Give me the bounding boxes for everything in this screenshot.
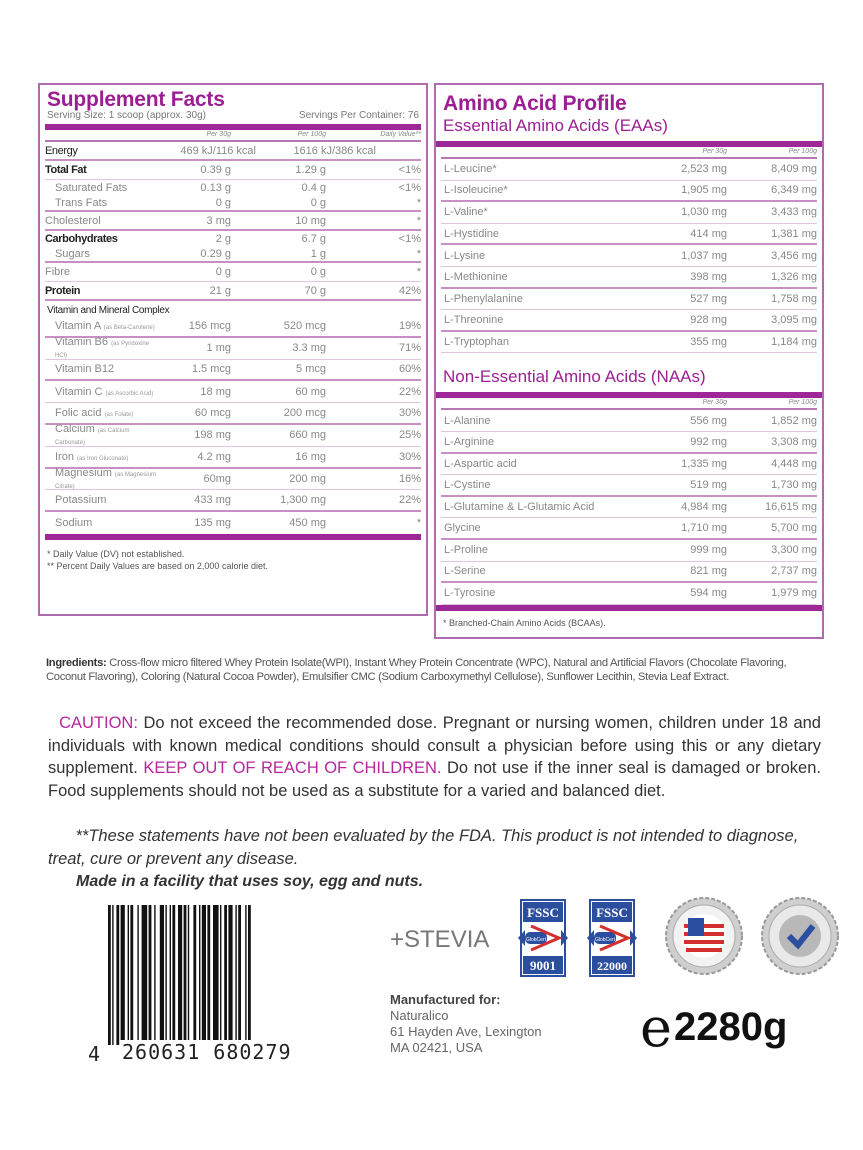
vitamin-source-note: (as Calcium Carbonate) — [55, 428, 130, 447]
amino-acid-per30: 1,335 mg — [681, 457, 727, 470]
vitamin-per30: 198 mg — [194, 429, 231, 442]
amino-acid-name: L-Threonine — [444, 313, 504, 326]
vitamin-per100: 660 mg — [289, 429, 326, 442]
naa-col-per30: Per 30g — [702, 399, 727, 407]
vitamin-per30: 4.2 mg — [197, 450, 231, 463]
amino-acid-per100: 4,448 mg — [771, 457, 817, 470]
vitamin-name: Sodium — [55, 517, 93, 530]
supplement-facts-panel — [38, 83, 428, 616]
amino-acid-per30: 594 mg — [690, 587, 727, 600]
eaa-title: Essential Amino Acids (EAAs) — [443, 116, 668, 135]
nutrient-name: Sugars — [55, 248, 90, 260]
barcode-bar — [235, 905, 236, 1045]
vitamin-row — [45, 360, 421, 382]
barcode-bar — [228, 905, 232, 1045]
vitamin-dv: 16% — [398, 472, 421, 485]
nutrient-row — [45, 231, 421, 247]
amino-acid-per100: 1,852 mg — [771, 414, 817, 427]
vitamin-name-cell — [45, 494, 161, 506]
certified-check-seal-icon — [760, 896, 840, 976]
amino-acid-per30: 4,984 mg — [681, 501, 727, 514]
barcode-bar — [193, 905, 196, 1045]
vitamin-source-note: (as Beta-Carotene) — [103, 324, 155, 331]
vitamin-per100: 1,300 mg — [280, 494, 326, 507]
vitamin-name-cell — [45, 467, 161, 491]
vitamin-mineral-header: Vitamin and Mineral Complex — [47, 305, 170, 316]
column-headers — [45, 130, 421, 142]
nutrient-per30: 0.13 g — [200, 182, 231, 194]
manufacturer-address-2: MA 02421, USA — [390, 1040, 483, 1055]
fssc-9001-badge — [517, 898, 569, 978]
nutrient-per30: 0 g — [215, 266, 231, 278]
amino-acid-row — [441, 181, 817, 203]
energy-row — [45, 142, 421, 161]
nutrient-row — [45, 161, 421, 180]
amino-acid-row — [441, 267, 817, 289]
eaa-col-per30: Per 30g — [702, 148, 727, 155]
vitamin-row — [45, 447, 421, 469]
vitamin-row — [45, 381, 421, 403]
amino-acid-per30: 355 mg — [690, 336, 727, 349]
fda-statement-text: **These statements have not been evaluated by the FDA. This product is not intended to diagnose, treat, cure or prevent any disease. — [48, 827, 799, 868]
amino-acid-per30: 519 mg — [690, 478, 727, 491]
nutrient-per100: 1 g — [310, 248, 326, 260]
vitamin-dv: * — [416, 517, 421, 530]
vitamin-name-cell — [45, 336, 161, 360]
nutrient-dv: * — [416, 214, 421, 227]
amino-acid-row — [441, 432, 817, 454]
vitamin-per100: 16 mg — [295, 450, 326, 463]
vitamin-per100: 200 mcg — [283, 407, 326, 420]
nutrient-per100: 1.29 g — [295, 164, 326, 176]
amino-acid-name: L-Serine — [444, 565, 486, 578]
nutrient-name: Saturated Fats — [55, 182, 128, 194]
nutrient-name: Fibre — [45, 266, 71, 278]
vitamin-name-cell — [45, 423, 161, 447]
eaa-col-per100: Per 100g — [788, 148, 817, 155]
estimated-sign-icon: e — [640, 995, 672, 1059]
nutrient-per100: 70 g — [304, 284, 326, 297]
amino-acid-per30: 999 mg — [690, 544, 727, 557]
nutrient-name: Carbohydrates — [45, 233, 118, 245]
nutrient-dv: 42% — [398, 284, 421, 297]
barcode-bar — [178, 905, 182, 1045]
amino-acid-profile-panel — [434, 83, 824, 639]
nutrient-name: Protein — [45, 284, 81, 297]
amino-acid-row — [441, 245, 817, 267]
vitamin-name: Vitamin B6 — [55, 336, 108, 349]
nutrient-dv: * — [416, 197, 421, 209]
barcode-bar — [202, 905, 206, 1045]
barcode-bar — [112, 905, 113, 1045]
amino-acid-per100: 16,615 mg — [765, 501, 817, 514]
amino-acid-per100: 1,979 mg — [771, 587, 817, 600]
amino-acid-row — [441, 518, 817, 540]
caution-body-2: Do not use if the inner seal is damaged or broken. Food supplements should not be used as a substitute for a varied and balanced diet. — [48, 759, 821, 800]
vitamin-source-note: (as Magnesium Citrate) — [55, 471, 156, 490]
amino-acid-per100: 1,184 mg — [771, 336, 817, 349]
nutrient-per100: 6.7 g — [301, 233, 326, 245]
keep-out-warning: KEEP OUT OF REACH OF CHILDREN. — [143, 759, 442, 777]
vitamin-row — [45, 338, 421, 360]
amino-acid-name: Glycine — [444, 522, 481, 535]
net-weight-value: 2280g — [673, 1005, 788, 1049]
amino-acid-per30: 1,905 mg — [681, 184, 727, 197]
supplement-facts-title: Supplement Facts — [47, 88, 225, 111]
barcode-bar — [154, 905, 155, 1045]
nutrient-row — [45, 247, 421, 263]
amino-acid-row — [441, 202, 817, 224]
usa-flag-seal-icon — [664, 896, 744, 976]
amino-acid-row — [441, 562, 817, 584]
serving-size: Serving Size: 1 scoop (approx. 30g) — [47, 110, 206, 121]
amino-acid-row — [441, 289, 817, 311]
vitamin-row — [45, 425, 421, 447]
amino-acid-row — [441, 410, 817, 432]
amino-acid-row — [441, 332, 817, 354]
amino-acid-name: L-Glutamine & L-Glutamic Acid — [444, 501, 595, 514]
amino-acid-row — [441, 224, 817, 246]
nutrient-per30: 21 g — [209, 284, 231, 297]
vitamin-dv: 25% — [398, 429, 421, 442]
energy-label: Energy — [45, 144, 78, 157]
amino-acid-per100: 3,095 mg — [771, 313, 817, 326]
nutrient-dv: <1% — [398, 233, 421, 245]
nutrient-per100: 0 g — [310, 197, 326, 209]
barcode-bar — [220, 905, 221, 1045]
serving-info — [47, 110, 419, 122]
amino-acid-per100: 2,737 mg — [771, 565, 817, 578]
manufacturer-name: Naturalico — [390, 1008, 449, 1023]
nutrient-per100: 0 g — [310, 266, 326, 278]
vitamin-name-cell — [45, 451, 161, 463]
barcode-bar — [165, 905, 166, 1045]
barcode-bar — [245, 905, 246, 1045]
vitamin-name: Iron — [55, 450, 74, 463]
amino-acid-name: L-Arginine — [444, 435, 495, 448]
vitamin-per30: 1.5 mcg — [191, 363, 231, 376]
amino-acid-per30: 527 mg — [690, 292, 727, 305]
allergen-facility-statement: Made in a facility that uses soy, egg and nuts. — [76, 873, 424, 890]
amino-acid-row — [441, 497, 817, 519]
amino-acid-per100: 1,730 mg — [771, 478, 817, 491]
amino-acid-per30: 821 mg — [690, 565, 727, 578]
amino-acid-name: L-Valine* — [444, 206, 488, 219]
caution-label: CAUTION: — [59, 714, 138, 732]
vitamin-per30: 18 mg — [200, 385, 231, 398]
barcode — [108, 905, 256, 1045]
amino-acid-per30: 398 mg — [690, 270, 727, 283]
vitamin-name: Potassium — [55, 494, 107, 507]
ingredients-label: Ingredients: — [46, 657, 107, 669]
barcode-bar — [149, 905, 152, 1045]
vitamin-name: Magnesium — [55, 466, 112, 479]
amino-acid-name: L-Methionine — [444, 270, 508, 283]
barcode-bar — [224, 905, 227, 1045]
caution-text — [48, 712, 821, 802]
nutrient-per30: 2 g — [215, 233, 231, 245]
amino-acid-name: L-Alanine — [444, 414, 491, 427]
nutrient-per100: 0.4 g — [301, 182, 326, 194]
amino-acid-per30: 2,523 mg — [681, 163, 727, 176]
badge-number-22000: 22000 — [597, 959, 627, 973]
vitamin-name: Folic acid — [55, 407, 102, 420]
vitamin-name-cell — [45, 407, 161, 419]
vitamin-per30: 60mg — [203, 472, 231, 485]
vitamin-per100: 520 mcg — [283, 319, 326, 332]
badge-fssc-text: FSSC — [596, 905, 628, 920]
badge-number-9001: 9001 — [530, 958, 556, 973]
nutrient-dv: * — [416, 266, 421, 278]
bcaa-footnote: * Branched-Chain Amino Acids (BCAAs). — [443, 617, 606, 628]
net-weight — [640, 995, 788, 1059]
vitamin-per100: 60 mg — [295, 385, 326, 398]
barcode-bar — [116, 905, 119, 1045]
vitamin-per30: 135 mg — [194, 517, 231, 530]
amino-acid-row — [441, 475, 817, 497]
barcode-bar — [213, 905, 219, 1045]
nutrient-dv: <1% — [398, 182, 421, 194]
vitamin-per30: 60 mcg — [194, 407, 231, 420]
barcode-bar — [128, 905, 129, 1045]
vitamin-per100: 450 mg — [289, 517, 326, 530]
vitamin-name: Vitamin B12 — [55, 363, 115, 376]
amino-acid-row — [441, 583, 817, 605]
ingredients-list: Cross-flow micro filtered Whey Protein Isolate(WPI), Instant Whey Protein Concentrate (WPC), Natural and Artificial Flavors (Chocolate Flavoring, Coconut Flavoring), Coloring (Natural Cocoa Powder), Emulsifier CMC (Sodium Carboxymethyl Cellulose), Sunflower Lecithin, Stevia Leaf Extract. — [46, 657, 787, 683]
amino-acid-per100: 1,381 mg — [771, 227, 817, 240]
barcode-bar — [121, 905, 125, 1045]
barcode-bar — [184, 905, 187, 1045]
note-percent-dv: ** Percent Daily Values are based on 2,000 calorie diet. — [47, 560, 268, 571]
amino-acid-per100: 3,300 mg — [771, 544, 817, 557]
nutrient-row — [45, 196, 421, 212]
vitamin-row — [45, 403, 421, 425]
note-dv-not-established: * Daily Value (DV) not established. — [47, 548, 185, 559]
vitamin-per100: 5 mcg — [296, 363, 326, 376]
nutrient-name: Cholesterol — [45, 214, 101, 227]
barcode-bar — [248, 905, 251, 1045]
vitamin-per100: 200 mg — [289, 472, 326, 485]
vitamin-dv: 30% — [398, 407, 421, 420]
amino-acid-name: L-Tyrosine — [444, 587, 496, 600]
barcode-first-digit: 4 — [88, 1042, 101, 1066]
amino-acid-name: L-Aspartic acid — [444, 457, 517, 470]
amino-acid-name: L-Lysine — [444, 249, 486, 262]
fda-statement — [48, 825, 821, 870]
amino-acid-row — [441, 310, 817, 332]
manufacturer-address-1: 61 Hayden Ave, Lexington — [390, 1024, 542, 1039]
badge-fssc-text: FSSC — [527, 905, 559, 920]
vitamin-row — [45, 490, 421, 512]
amino-acid-per100: 1,326 mg — [771, 270, 817, 283]
barcode-bar — [188, 905, 189, 1045]
vitamin-name-cell — [45, 386, 161, 398]
amino-acid-row — [441, 540, 817, 562]
vitamin-dv: 71% — [398, 342, 421, 355]
thick-rule-bottom — [45, 534, 421, 540]
barcode-bar — [142, 905, 148, 1045]
naa-col-per100: Per 100g — [788, 399, 817, 407]
amino-acid-per100: 8,409 mg — [771, 163, 817, 176]
amino-acid-name: L-Proline — [444, 544, 489, 557]
vitamin-name: Vitamin A — [55, 319, 101, 332]
col-dv: Daily Value** — [380, 131, 421, 138]
amino-acid-per100: 1,758 mg — [771, 292, 817, 305]
amino-acid-row — [441, 159, 817, 181]
barcode-bar — [130, 905, 133, 1045]
barcode-bar — [238, 905, 241, 1045]
nutrient-per30: 3 mg — [206, 214, 231, 227]
nutrient-dv: * — [416, 248, 421, 260]
nutrient-dv: <1% — [398, 164, 421, 176]
amino-acid-per100: 3,308 mg — [771, 435, 817, 448]
amino-acid-per100: 3,433 mg — [771, 206, 817, 219]
amino-acid-per30: 1,037 mg — [681, 249, 727, 262]
amino-acid-row — [441, 454, 817, 476]
barcode-bar — [160, 905, 164, 1045]
amino-acid-per30: 928 mg — [690, 313, 727, 326]
barcode-bar — [108, 905, 111, 1045]
vitamin-name-cell — [45, 320, 161, 332]
fssc-22000-badge — [586, 898, 638, 978]
vitamin-name-cell — [45, 363, 161, 375]
vitamin-name-cell — [45, 517, 161, 529]
naa-title: Non-Essential Amino Acids (NAAs) — [443, 367, 706, 387]
barcode-bar — [170, 905, 171, 1045]
ingredients-text — [46, 656, 806, 684]
vitamin-dv: 22% — [398, 494, 421, 507]
vitamin-source-note: (as Ascorbic Acid) — [105, 390, 154, 397]
vitamin-source-note: (as Iron Gluconate) — [77, 455, 129, 462]
vitamin-source-note: (as Folate) — [104, 412, 134, 419]
barcode-bar — [172, 905, 175, 1045]
servings-per-container: Servings Per Container: 76 — [298, 110, 419, 121]
barcode-bar — [207, 905, 210, 1045]
energy-per30: 469 kJ/116 kcal — [180, 144, 256, 157]
amino-acid-per30: 1,030 mg — [681, 206, 727, 219]
amino-acid-name: L-Cystine — [444, 478, 491, 491]
amino-acid-per30: 992 mg — [690, 435, 727, 448]
manufactured-for-label: Manufactured for: — [390, 992, 501, 1007]
nutrient-name: Total Fat — [45, 164, 87, 176]
vitamin-name: Vitamin C — [55, 385, 103, 398]
amino-acid-per30: 556 mg — [690, 414, 727, 427]
amino-acid-name: L-Leucine* — [444, 163, 497, 176]
amino-acid-per100: 5,700 mg — [771, 522, 817, 535]
vitamin-row — [45, 466, 421, 491]
manufacturer-info — [390, 992, 542, 1056]
vitamin-per30: 433 mg — [194, 494, 231, 507]
nutrient-row — [45, 282, 421, 301]
amino-acid-name: L-Tryptophan — [444, 336, 510, 349]
nutrient-row — [45, 212, 421, 231]
energy-per100: 1616 kJ/386 kcal — [293, 144, 376, 157]
barcode-digits: 260631 680279 — [122, 1040, 292, 1064]
amino-profile-title: Amino Acid Profile — [443, 92, 627, 115]
caution-body-1: Do not exceed the recommended dose. Pregnant or nursing women, children under 18 and individuals with known medical conditions should consult a physician before using this or any dietary supplement. — [48, 714, 821, 777]
vitamin-dv: 19% — [398, 319, 421, 332]
vitamin-per30: 156 mcg — [188, 319, 231, 332]
nutrient-per100: 10 mg — [295, 214, 326, 227]
amino-acid-per30: 414 mg — [690, 227, 727, 240]
vitamin-name: Calcium — [55, 423, 95, 436]
naa-column-headers — [441, 398, 817, 410]
col-per30: Per 30g — [206, 131, 231, 138]
col-per100: Per 100g — [297, 131, 326, 138]
vitamin-per30: 1 mg — [206, 342, 231, 355]
vitamin-dv: 30% — [398, 450, 421, 463]
badge-globcert-text: GlobCert — [594, 937, 616, 943]
barcode-bar — [137, 905, 138, 1045]
amino-acid-name: L-Hystidine — [444, 227, 500, 240]
amino-acid-per100: 6,349 mg — [771, 184, 817, 197]
nutrient-per30: 0 g — [215, 197, 231, 209]
amino-acid-per100: 3,456 mg — [771, 249, 817, 262]
vitamin-per100: 3.3 mg — [292, 342, 326, 355]
amino-acid-name: L-Phenylalanine — [444, 292, 523, 305]
vitamin-dv: 22% — [398, 385, 421, 398]
nutrient-row — [45, 180, 421, 196]
amino-acid-per30: 1,710 mg — [681, 522, 727, 535]
badge-globcert-text: GlobCert — [525, 937, 547, 943]
naa-thick-rule-bottom — [436, 605, 822, 611]
sf-notes — [47, 548, 419, 572]
nutrient-per30: 0.39 g — [200, 164, 231, 176]
vitamin-dv: 60% — [398, 363, 421, 376]
nutrient-row — [45, 263, 421, 282]
vitamin-row — [45, 316, 421, 338]
nutrient-name: Trans Fats — [55, 197, 108, 209]
vitamin-row — [45, 512, 421, 534]
nutrient-per30: 0.29 g — [200, 248, 231, 260]
eaa-column-headers — [441, 147, 817, 159]
barcode-bar — [199, 905, 200, 1045]
vitamin-source-note: (as Pyridoxine HCl) — [55, 341, 150, 360]
stevia-logo: +STEVIA — [390, 926, 490, 953]
amino-acid-name: L-Isoleucine* — [444, 184, 508, 197]
